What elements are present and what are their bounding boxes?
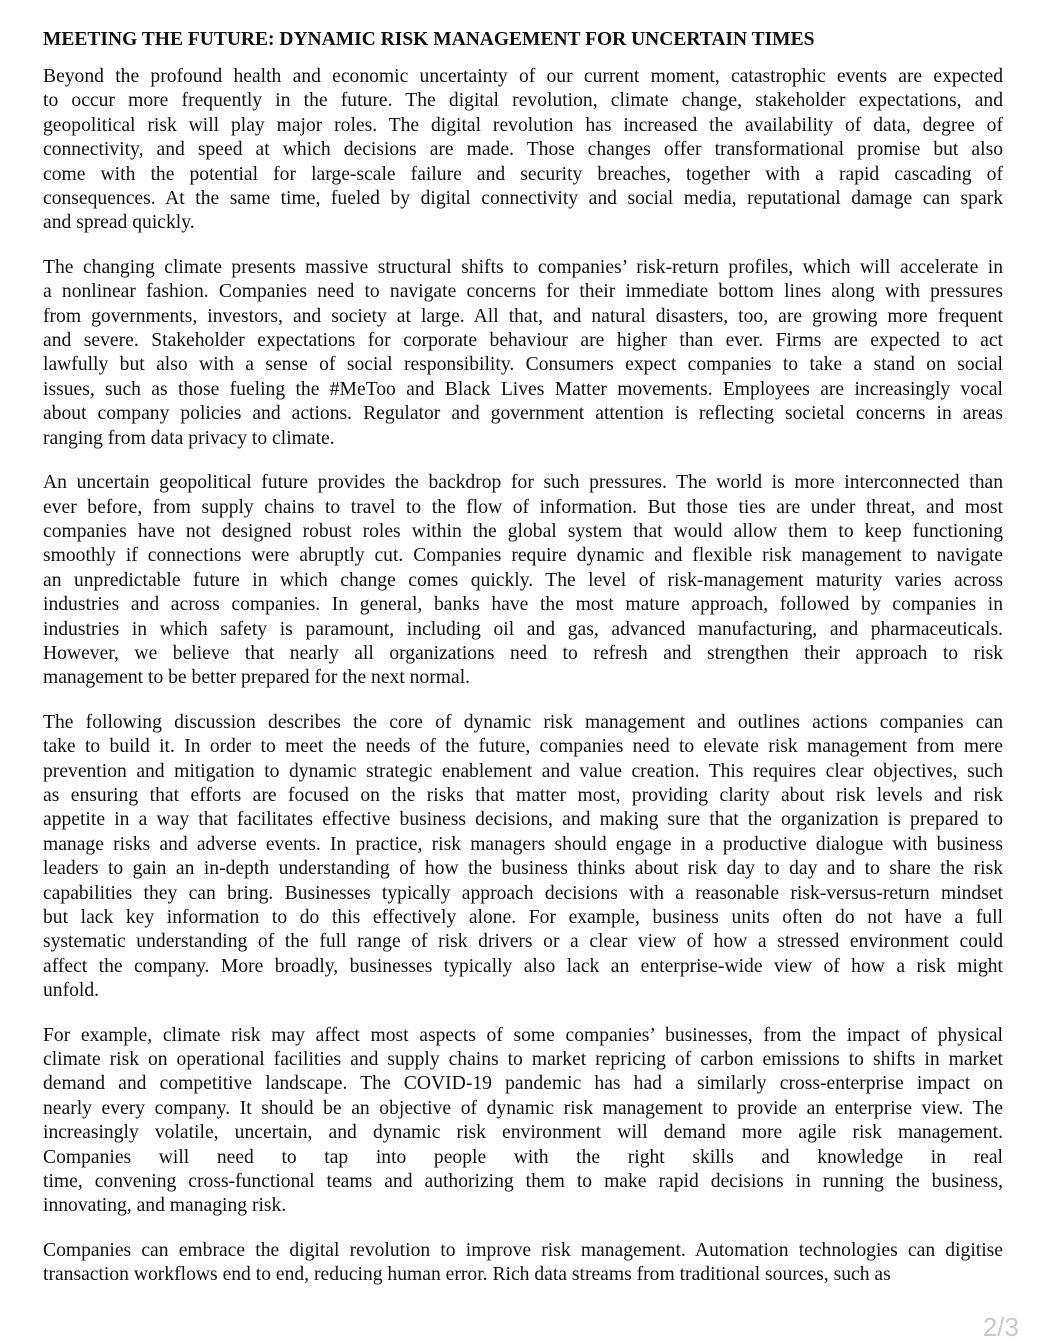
- paragraph-line: consequences. At the same time, fueled by digital connectivity and social media, reputational damage can spark: [43, 188, 1003, 210]
- paragraph-line: geopolitical risk will play major roles. The digital revolution has increased the availability of data, degree of: [43, 114, 1003, 136]
- paragraph-line: increasingly volatile, uncertain, and dynamic risk environment will demand more agile risk management.: [43, 1122, 1003, 1144]
- paragraph-line: ever before, from supply chains to travel to the flow of information. But those ties are under threat, and most: [43, 496, 1003, 518]
- paragraph: [43, 256, 1003, 451]
- paragraph-line: demand and competitive landscape. The COVID-19 pandemic has had a similarly cross-enterprise impact on: [43, 1073, 1003, 1095]
- paragraph-line: lawfully but also with a sense of social responsibility. Consumers expect companies to take a stand on social: [43, 354, 1003, 376]
- paragraph: [43, 65, 1003, 236]
- paragraph-line: capabilities they can bring. Businesses typically approach decisions with a reasonable risk-versus-return mindset: [43, 882, 1003, 904]
- paragraph-line: leaders to gain an in-depth understanding of how the business thinks about risk day to day and to share the risk: [43, 858, 1003, 880]
- paragraph-line: management to be better prepared for the next normal.: [43, 667, 471, 689]
- paragraph-line: from governments, investors, and society at large. All that, and natural disasters, too, are growing more frequent: [43, 305, 1003, 327]
- paragraph-line: an unpredictable future in which change comes quickly. The level of risk-management maturity varies across: [43, 569, 1003, 591]
- paragraph: [43, 1024, 1003, 1219]
- paragraph-line: industries in which safety is paramount, including oil and gas, advanced manufacturing, and pharmaceuticals.: [43, 618, 1003, 640]
- paragraph-line: companies have not designed robust roles within the global system that would allow them to keep functioning: [43, 520, 1003, 542]
- paragraph-line: time, convening cross-functional teams and authorizing them to make rapid decisions in running the business,: [43, 1171, 1003, 1193]
- paragraph-line: The changing climate presents massive structural shifts to companies’ risk-return profiles, which will accelerate in: [43, 256, 1003, 278]
- paragraph-line: ranging from data privacy to climate.: [43, 427, 335, 449]
- paragraph-line: An uncertain geopolitical future provides the backdrop for such pressures. The world is more interconnected than: [43, 472, 1003, 494]
- paragraph-line: industries and across companies. In general, banks have the most mature approach, followed by companies in: [43, 594, 1003, 616]
- paragraph-line: take to build it. In order to meet the needs of the future, companies need to elevate risk management from mere: [43, 736, 1003, 758]
- paragraph-line: manage risks and adverse events. In practice, risk managers should engage in a productive dialogue with business: [43, 833, 1003, 855]
- page-number: 2/3: [982, 1312, 1019, 1342]
- paragraph-line: about company policies and actions. Regulator and government attention is reflecting societal concerns in areas: [43, 403, 1003, 425]
- paragraph-line: transaction workflows end to end, reducing human error. Rich data streams from traditional sources, such as: [43, 1264, 891, 1286]
- paragraph-line: nearly every company. It should be an objective of dynamic risk management to provide an enterprise view. The: [43, 1097, 1003, 1119]
- paragraph: [43, 471, 1003, 691]
- paragraph: [43, 1239, 1003, 1288]
- paragraph-line: connectivity, and speed at which decisions are made. Those changes offer transformational promise but also: [43, 139, 1003, 161]
- paragraph-line: to occur more frequently in the future. The digital revolution, climate change, stakeholder expectations, and: [43, 90, 1003, 112]
- paragraph-line: a nonlinear fashion. Companies need to navigate concerns for their immediate bottom lines along with pressures: [43, 281, 1003, 303]
- paragraph-line: Companies will need to tap into people with the right skills and knowledge in real: [43, 1146, 1003, 1168]
- paragraph-line: innovating, and managing risk.: [43, 1195, 287, 1217]
- paragraph-line: affect the company. More broadly, businesses typically also lack an enterprise-wide view of how a risk might: [43, 955, 1003, 977]
- paragraph-line: smoothly if connections were abruptly cut. Companies require dynamic and flexible risk management to navigate: [43, 545, 1003, 567]
- paragraph-line: issues, such as those fueling the #MeToo and Black Lives Matter movements. Employees are increasingly vocal: [43, 378, 1003, 400]
- paragraph-line: systematic understanding of the full range of risk drivers or a clear view of how a stressed environment could: [43, 931, 1003, 953]
- paragraph-line: and spread quickly.: [43, 212, 195, 234]
- paragraph-line: However, we believe that nearly all organizations need to refresh and strengthen their approach to risk: [43, 642, 1003, 664]
- paragraph-line: climate risk on operational facilities and supply chains to market repricing of carbon emissions to shifts in market: [43, 1049, 1003, 1071]
- paragraph-line: The following discussion describes the core of dynamic risk management and outlines actions companies can: [43, 711, 1003, 733]
- paragraph-line: Companies can embrace the digital revolution to improve risk management. Automation technologies can digitise: [43, 1239, 1003, 1261]
- paragraph-line: come with the potential for large-scale failure and security breaches, together with a rapid cascading of: [43, 163, 1003, 185]
- paragraph-line: as ensuring that efforts are focused on the risks that matter most, providing clarity about risk levels and risk: [43, 784, 1003, 806]
- paragraph-line: Beyond the profound health and economic uncertainty of our current moment, catastrophic events are expected: [43, 66, 1003, 87]
- paragraph-line: but lack key information to do this effectively alone. For example, business units often do not have a full: [43, 907, 1003, 928]
- document-page: [43, 28, 1003, 1308]
- paragraph-line: and severe. Stakeholder expectations for corporate behaviour are higher than ever. Firms are expected to act: [43, 330, 1003, 352]
- paragraph: [43, 711, 1003, 1004]
- paragraph-line: unfold.: [43, 980, 100, 1002]
- paragraph-line: appetite in a way that facilitates effective business decisions, and making sure that the organization is prepared to: [43, 809, 1003, 831]
- document-body: [43, 65, 1003, 1288]
- paragraph-line: prevention and mitigation to dynamic strategic enablement and value creation. This requires clear objectives, such: [43, 760, 1003, 782]
- paragraph-line: For example, climate risk may affect most aspects of some companies’ businesses, from the impact of physical: [43, 1024, 1003, 1046]
- document-title: MEETING THE FUTURE: DYNAMIC RISK MANAGEMENT FOR UNCERTAIN TIMES: [43, 29, 815, 50]
